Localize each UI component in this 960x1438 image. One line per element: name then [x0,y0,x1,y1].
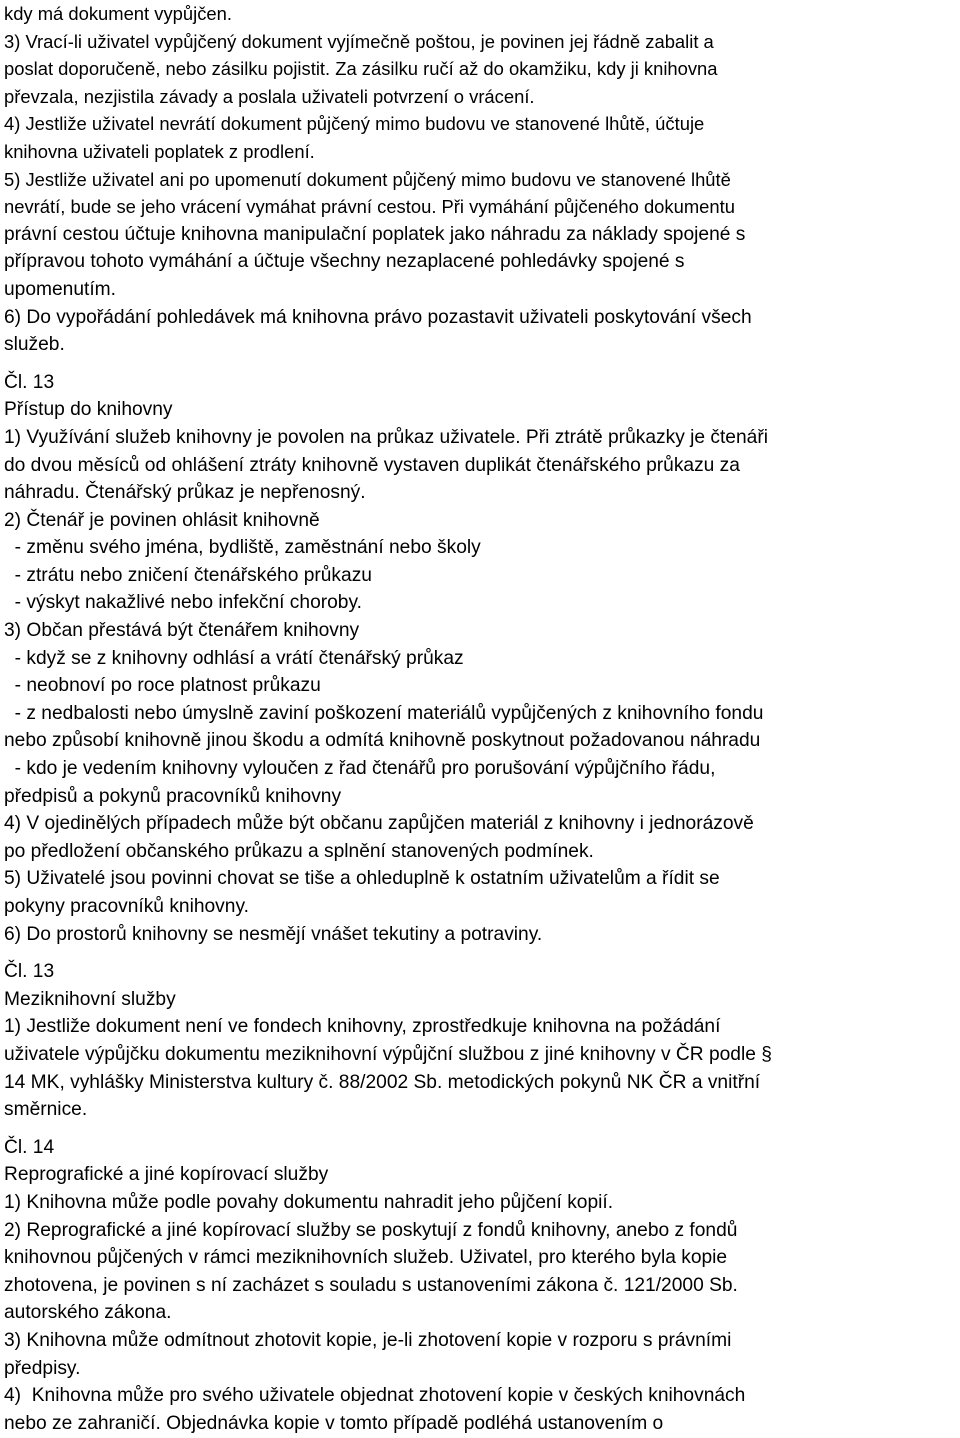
list-item: - když se z knihovny odhlásí a vrátí čtenářský průkaz [4,647,464,669]
text-line: uživatele výpůjčku dokumentu meziknihovní výpůjční službou z jiné knihovny v ČR podle § [4,1043,772,1065]
text-line: po předložení občanského průkazu a splnění stanovených podmínek. [4,840,594,862]
text-line: předpisy. [4,1357,81,1379]
text-line: náhradu. Čtenářský průkaz je nepřenosný. [4,482,366,504]
section-heading: Přístup do knihovny [4,399,173,421]
text-line: 4) Knihovna může pro svého uživatele objednat zhotovení kopie v českých knihovnách [4,1385,746,1407]
text-line: 1) Jestliže dokument není ve fondech knihovny, zprostředkuje knihovna na požádání [4,1016,721,1038]
section-number: Čl. 14 [4,1136,55,1158]
text-line: 6) Do prostorů knihovny se nesmějí vnášet tekutiny a potraviny. [4,923,543,945]
list-item: - ztrátu nebo zničení čtenářského průkazu [4,564,372,586]
text-line: směrnice. [4,1099,88,1121]
text-line: 4) V ojedinělých případech může být občanu zapůjčen materiál z knihovny i jednorázově [4,813,754,835]
text-line: 2) Čtenář je povinen ohlásit knihovně [4,509,320,531]
text-line: 2) Reprografické a jiné kopírovací služby se poskytují z fondů knihovny, anebo z fondů [4,1219,738,1241]
text-line: nebo ze zahraničí. Objednávka kopie v tomto případě podléhá ustanovením o [4,1412,664,1434]
text-line: 3) Občan přestává být čtenářem knihovny [4,620,360,642]
text-line: 5) Uživatelé jsou povinni chovat se tiše a ohleduplně k ostatním uživatelům a řídit se [4,868,720,890]
section-gap [4,359,956,369]
text-line: knihovna uživateli poplatek z prodlení. [4,140,315,162]
section-heading: Meziknihovní služby [4,988,176,1010]
text-line: 3) Vrací-li uživatel vypůjčený dokument vyjímečně poštou, je povinen jej řádně zabalit a [4,30,714,52]
text-line: upomenutím. [4,278,116,300]
list-item: - z nedbalosti nebo úmyslně zaviní poškození materiálů vypůjčených z knihovního fondu [4,702,764,724]
section-gap [4,1124,956,1134]
text-line: nebo způsobí knihovně jinou škodu a odmítá knihovně poskytnout požadovanou náhradu [4,730,761,752]
text-line: převzala, nezjistila závady a poslala uživateli potvrzení o vrácení. [4,85,535,107]
text-line: do dvou měsíců od ohlášení ztráty knihovně vystaven duplikát čtenářského průkazu za [4,454,740,476]
text-line: 5) Jestliže uživatel ani po upomenutí dokument půjčený mimo budovu ve stanovené lhůtě [4,168,731,190]
text-line: autorského zákona. [4,1302,172,1324]
text-line: zhotovena, je povinen s ní zacházet s souladu s ustanoveními zákona č. 121/2000 Sb. [4,1274,738,1296]
document-page [4,0,956,1437]
text-line: 1) Využívání služeb knihovny je povolen na průkaz uživatele. Při ztrátě průkazky je čtenáři [4,426,768,448]
list-item: - změnu svého jména, bydliště, zaměstnání nebo školy [4,537,481,559]
text-line: služeb. [4,334,65,356]
text-line: předpisů a pokynů pracovníků knihovny [4,785,342,807]
text-line: kdy má dokument vypůjčen. [4,3,232,24]
section-number: Čl. 13 [4,961,55,983]
section-number: Čl. 13 [4,371,55,393]
text-line: právní cestou účtuje knihovna manipulační poplatek jako náhradu za náklady spojené s [4,223,746,245]
list-item: - výskyt nakažlivé nebo infekční choroby. [4,592,362,614]
text-line: přípravou tohoto vymáhání a účtuje všechny nezaplacené pohledávky spojené s [4,251,685,273]
text-line: nevrátí, bude se jeho vrácení vymáhat právní cestou. Při vymáhání půjčeného dokumentu [4,196,735,218]
text-line: knihovnou půjčených v rámci meziknihovních služeb. Uživatel, pro kterého byla kopie [4,1247,728,1269]
list-item: - neobnoví po roce platnost průkazu [4,675,321,697]
text-line: 1) Knihovna může podle povahy dokumentu nahradit jeho půjčení kopií. [4,1191,614,1213]
text-line: 3) Knihovna může odmítnout zhotovit kopie, je-li zhotovení kopie v rozporu s právními [4,1329,732,1351]
text-line: pokyny pracovníků knihovny. [4,896,249,917]
text-line: 14 MK, vyhlášky Ministerstva kultury č. 88/2002 Sb. metodických pokynů NK ČR a vnitřní [4,1071,761,1093]
text-line: 4) Jestliže uživatel nevrátí dokument půjčený mimo budovu ve stanovené lhůtě, účtuje [4,113,705,135]
text-line: 6) Do vypořádání pohledávek má knihovna právo pozastavit uživateli poskytování všech [4,306,752,328]
list-item: - kdo je vedením knihovny vyloučen z řad čtenářů pro porušování výpůjčního řádu, [4,758,716,780]
section-gap [4,948,956,958]
text-line: poslat doporučeně, nebo zásilku pojistit. Za zásilku ručí až do okamžiku, kdy ji knihovna [4,58,718,80]
section-heading: Reprografické a jiné kopírovací služby [4,1164,329,1186]
